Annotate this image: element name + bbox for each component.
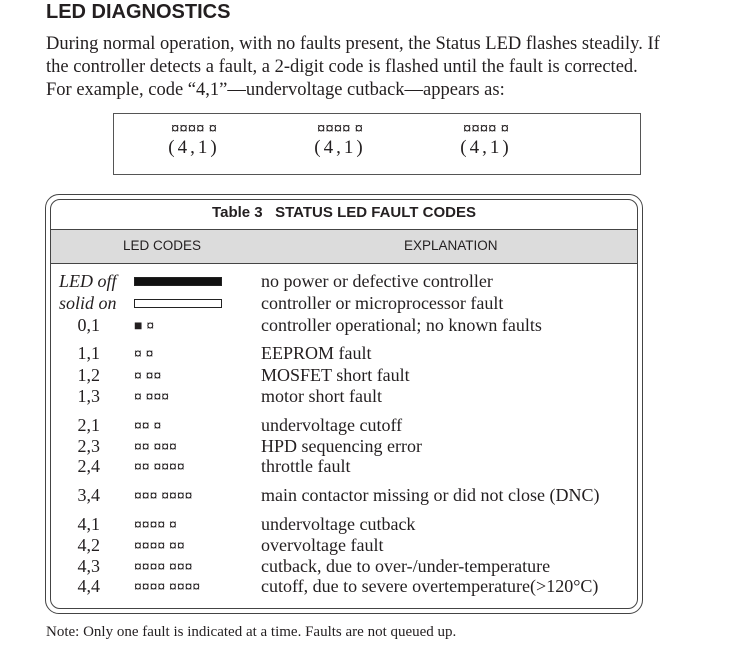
explanation: cutback, due to over-/under-temperature [261,556,551,576]
explanation: cutoff, due to severe overtemperature(>120°C) [261,576,599,596]
code: 4,4 [77,576,100,596]
header-explanation: EXPLANATION [404,238,498,253]
code: solid on [59,293,117,313]
intro-paragraph: During normal operation, with no faults present, the Status LED flashes steadily. If the controller detects a fault, a 2-digit code is flashed until the fault is corrected. For example, code “4,1”—undervoltage cutback—appears as: [46,34,660,100]
code-label: (4,1) [460,137,512,158]
led-pattern: ¤¤¤¤ ¤ [134,516,177,532]
example-box [113,113,641,175]
code: 2,4 [77,456,100,476]
led-pattern: ¤¤ ¤¤¤¤ [134,458,185,474]
explanation: controller or microprocessor fault [261,293,504,313]
code: 0,1 [77,315,100,335]
explanation: throttle fault [261,456,351,476]
solid-on-bar [134,299,222,308]
table-title: Table 3 STATUS LED FAULT CODES [212,204,476,221]
led-pattern: ¤¤¤¤ ¤¤ [134,537,185,553]
code: 4,2 [77,535,100,555]
led-off-bar [134,277,222,286]
fault-code-table [45,194,643,614]
code-label: (4,1) [314,137,366,158]
footnote: Note: Only one fault is indicated at a time. Faults are not queued up. [46,624,457,640]
led-pattern: ¤¤¤¤ ¤¤¤¤ [134,578,201,594]
led-pattern: ¤ ¤ [134,345,154,361]
code: 1,3 [77,386,100,406]
code: 3,4 [77,485,100,505]
led-pattern: ¤¤¤¤ ¤ [463,120,509,137]
explanation: overvoltage fault [261,535,384,555]
led-pattern: ¤¤¤¤ ¤¤¤ [134,558,193,574]
code: 4,1 [77,514,100,534]
led-pattern: ■ ¤ [134,317,155,333]
explanation: undervoltage cutoff [261,415,403,435]
led-pattern: ¤ ¤¤ [134,367,162,383]
code: 1,2 [77,365,100,385]
code: 2,1 [77,415,100,435]
led-pattern: ¤¤¤ ¤¤¤¤ [134,487,193,503]
led-pattern: ¤¤¤¤ ¤ [317,120,363,137]
explanation: HPD sequencing error [261,436,422,456]
code: 2,3 [77,436,100,456]
explanation: controller operational; no known faults [261,315,542,335]
led-pattern: ¤ ¤¤¤ [134,388,170,404]
led-pattern: ¤¤ ¤¤¤ [134,438,177,454]
explanation: EEPROM fault [261,343,372,363]
code: LED off [59,271,117,291]
table-header [51,229,637,264]
code: 1,1 [77,343,100,363]
explanation: undervoltage cutback [261,514,416,534]
led-pattern: ¤¤¤¤ ¤ [171,120,217,137]
section-heading: LED DIAGNOSTICS [46,1,231,23]
example-item [134,120,254,159]
header-led-codes: LED CODES [123,238,202,253]
explanation: no power or defective controller [261,271,493,291]
example-item [426,120,546,159]
explanation: motor short fault [261,386,382,406]
explanation: MOSFET short fault [261,365,410,385]
code: 4,3 [77,556,100,576]
led-pattern: ¤¤ ¤ [134,417,162,433]
example-item [280,120,400,159]
code-label: (4,1) [168,137,220,158]
explanation: main contactor missing or did not close (DNC) [261,485,600,505]
